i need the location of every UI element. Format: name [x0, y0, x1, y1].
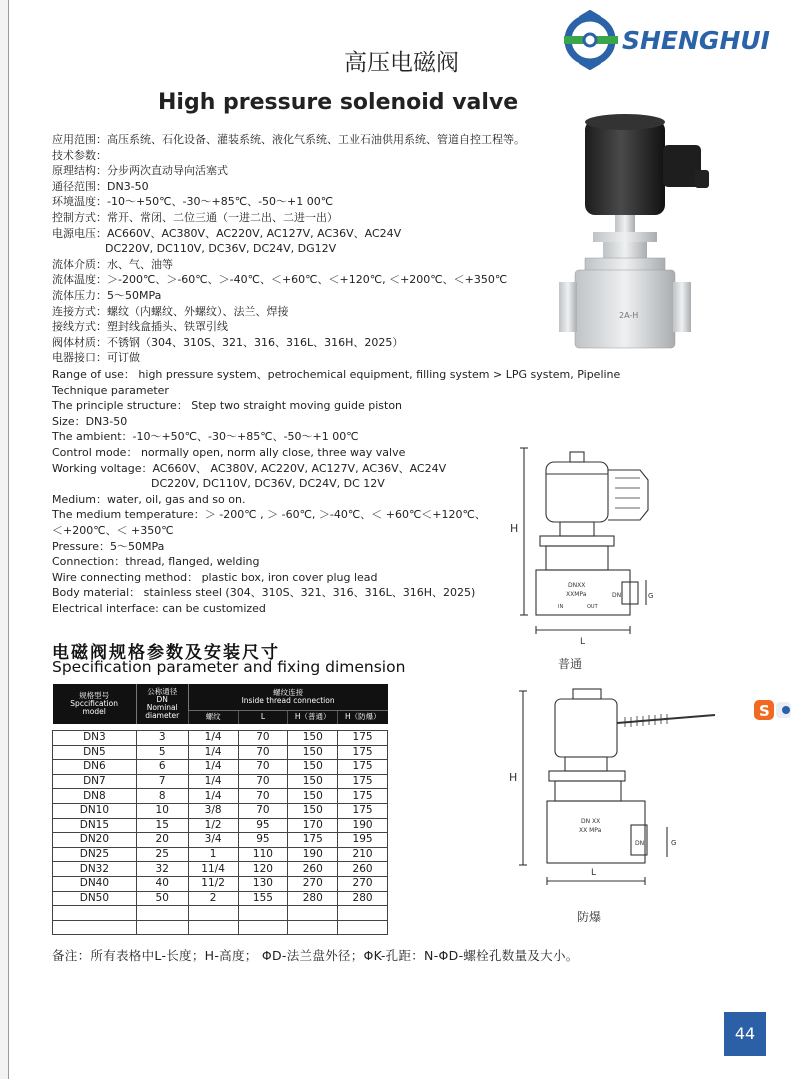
body-text-2: XXMPa — [566, 591, 587, 598]
table-cell: 150 — [288, 745, 338, 760]
body-text-1: DN XX — [581, 818, 601, 825]
in-label: IN — [558, 604, 564, 610]
dim-dn-label: DN — [635, 840, 645, 847]
table-cell: 5 — [136, 745, 188, 760]
table-subheader: 螺纹 — [188, 710, 238, 724]
table-cell: 50 — [136, 891, 188, 906]
table-cell — [188, 906, 238, 921]
table-cell: 32 — [136, 862, 188, 877]
diagram-normal — [500, 440, 670, 650]
table-cell: 3 — [136, 731, 188, 746]
table-row — [53, 833, 388, 848]
table-cell: 11/2 — [188, 876, 238, 891]
table-cell: 150 — [288, 731, 338, 746]
table-header-model — [53, 684, 137, 724]
table-row — [53, 803, 388, 818]
table-cell: 2 — [188, 891, 238, 906]
table-cell: 110 — [238, 847, 288, 862]
header-text: diameter — [145, 711, 180, 720]
table-cell: 175 — [338, 789, 388, 804]
table-cell — [53, 906, 137, 921]
table-cell: 25 — [136, 847, 188, 862]
spec-line: 环境温度：-10～+50℃、-30～+85℃、-50～+1 00℃ — [52, 195, 334, 209]
spec-line: 控制方式：常开、常闭、二位三通（一进二出、二进一出） — [52, 210, 338, 224]
table-cell: 175 — [338, 760, 388, 775]
table-header-thread — [188, 684, 387, 710]
spec-line: 连接方式：螺纹（内螺纹、外螺纹）、法兰、焊接 — [52, 304, 289, 318]
spec-line: ＜+200℃、＜ +350℃ — [52, 523, 174, 537]
coil-shape — [585, 120, 665, 215]
valve-photo — [545, 110, 725, 370]
table-cell: DN3 — [53, 731, 137, 746]
table-cell: 1/4 — [188, 731, 238, 746]
valve-body — [575, 270, 675, 348]
table-cell: 10 — [136, 803, 188, 818]
header-text: Spccification — [70, 699, 118, 708]
spec-line: The principle structure： Step two straight moving guide piston — [52, 399, 403, 413]
table-cell — [136, 920, 188, 935]
table-cell: 95 — [238, 818, 288, 833]
spec-line: Working voltage：AC660V、 AC380V, AC220V, AC127V, AC36V、AC24V — [52, 461, 447, 475]
table-cell — [288, 920, 338, 935]
spec-line: DC220V, DC110V, DC36V, DC24V, DC 12V — [151, 477, 385, 491]
footnote: 备注：所有表格中L-长度；H-高度； ΦD-法兰盘外径；ΦK-孔距：N-ΦD-螺栓孔数量及大小。 — [52, 948, 579, 963]
table-header-dn — [136, 684, 188, 724]
specs-cn — [52, 132, 525, 366]
spec-line: 阀体材质：不锈钢（304、310S、321、316、316L、316H、2025） — [52, 335, 404, 349]
sogou-icon — [752, 698, 791, 722]
table-cell: 1/2 — [188, 818, 238, 833]
table-row — [53, 891, 388, 906]
spec-line: Medium：water, oil, gas and so on. — [52, 492, 246, 506]
table-subheader: H（防爆） — [338, 710, 388, 724]
page-title-en: High pressure solenoid valve — [158, 90, 519, 115]
spec-table-body — [53, 724, 388, 935]
table-cell: 280 — [288, 891, 338, 906]
table-row — [53, 847, 388, 862]
spec-line: Connection：thread, flanged, welding — [52, 555, 260, 569]
table-cell: 170 — [288, 818, 338, 833]
table-cell — [338, 920, 388, 935]
table-cell: DN6 — [53, 760, 137, 775]
table-cell: DN40 — [53, 876, 137, 891]
table-row-empty — [53, 906, 388, 921]
table-cell: 280 — [338, 891, 388, 906]
table-cell: 260 — [288, 862, 338, 877]
header-text: Nominal — [146, 703, 178, 712]
table-cell — [288, 906, 338, 921]
table-cell: 270 — [288, 876, 338, 891]
photo-mark: 2A-H — [619, 311, 639, 320]
table-subheader: H（普通） — [288, 710, 338, 724]
spec-line: The medium temperature：＞ -200℃ , ＞ -60℃, ＞-40℃、＜ +60℃＜+120℃、 — [52, 508, 486, 522]
table-cell: 3/8 — [188, 803, 238, 818]
table-cell — [238, 920, 288, 935]
table-cell — [136, 906, 188, 921]
spec-line: Wire connecting method： plastic box, iron cover plug lead — [52, 570, 378, 584]
spec-table — [52, 684, 388, 935]
side-badge[interactable] — [752, 698, 791, 722]
table-cell: 190 — [288, 847, 338, 862]
table-row — [53, 818, 388, 833]
table-cell: 70 — [238, 731, 288, 746]
table-cell — [238, 906, 288, 921]
table-cell: 70 — [238, 774, 288, 789]
spec-line: Technique parameter — [52, 383, 169, 397]
table-row — [53, 745, 388, 760]
spec-line: 通径范围：DN3-50 — [52, 179, 149, 193]
table-cell: 8 — [136, 789, 188, 804]
dim-dn-label: DN — [612, 592, 622, 599]
table-cell: 11/4 — [188, 862, 238, 877]
table-cell: DN50 — [53, 891, 137, 906]
table-row — [53, 862, 388, 877]
table-cell: 3/4 — [188, 833, 238, 848]
section-title-en: Specification parameter and fixing dimension — [52, 658, 406, 676]
table-cell: 95 — [238, 833, 288, 848]
table-cell — [188, 920, 238, 935]
diagram-explosion-proof — [505, 685, 730, 900]
table-cell: DN20 — [53, 833, 137, 848]
table-row — [53, 731, 388, 746]
spec-line: 流体介质：水、气、油等 — [52, 257, 173, 271]
table-cell: 70 — [238, 803, 288, 818]
table-subheader: L — [238, 710, 288, 724]
table-cell: 190 — [338, 818, 388, 833]
svg-text:S: S — [759, 702, 770, 720]
dim-g-label: G — [671, 839, 677, 847]
table-cell: 175 — [338, 774, 388, 789]
table-cell: 150 — [288, 803, 338, 818]
dim-h-label: H — [510, 522, 519, 535]
page-number: 44 — [724, 1012, 766, 1056]
spec-line: 电源电压：AC660V、AC380V、AC220V, AC127V, AC36V、AC24V — [52, 226, 402, 240]
table-row — [53, 789, 388, 804]
diagram-explosion-caption: 防爆 — [577, 910, 602, 924]
table-cell: 150 — [288, 789, 338, 804]
table-cell: 150 — [288, 760, 338, 775]
dim-l-label: L — [591, 868, 597, 878]
table-cell: DN32 — [53, 862, 137, 877]
table-cell: DN10 — [53, 803, 137, 818]
dim-g-label: G — [648, 592, 654, 600]
diagram-normal-caption: 普通 — [558, 657, 583, 671]
dim-l-label: L — [580, 637, 586, 647]
spec-line: 流体压力：5～50MPa — [52, 288, 162, 302]
page-edge — [0, 0, 9, 1079]
table-cell: 6 — [136, 760, 188, 775]
spec-line: Body material： stainless steel (304、310S、321、316、316L、316H、2025) — [52, 586, 476, 600]
section-title-cn: 电磁阀规格参数及安装尺寸 — [52, 643, 280, 663]
table-cell: 175 — [338, 803, 388, 818]
spec-line: 原理结构：分步两次直动导向活塞式 — [52, 164, 228, 178]
table-cell: 120 — [238, 862, 288, 877]
table-cell — [53, 920, 137, 935]
table-cell: 70 — [238, 789, 288, 804]
table-row — [53, 876, 388, 891]
table-cell: 175 — [288, 833, 338, 848]
table-cell: 155 — [238, 891, 288, 906]
table-cell: DN25 — [53, 847, 137, 862]
brand-name: SHENGHUI — [622, 26, 770, 55]
spec-line: 应用范围：高压系统、石化设备、灌装系统、液化气系统、工业石油供用系统、管道自控工程等。 — [52, 133, 525, 146]
header-text: Inside thread connection — [241, 695, 335, 705]
spec-line: Pressure：5～50MPa — [52, 539, 165, 553]
table-cell — [338, 906, 388, 921]
table-cell: 70 — [238, 760, 288, 775]
spec-line: Range of use： high pressure system、petrochemical equipment, filling system > LPG system, Pipeline — [52, 368, 621, 381]
body-text-2: XX MPa — [579, 827, 602, 834]
spec-line: 接线方式：塑封线盒插头、铁罩引线 — [52, 320, 228, 334]
spec-line: Size：DN3-50 — [52, 414, 128, 428]
spec-line: The ambient：-10～+50℃、-30～+85℃、-50～+1 00℃ — [52, 430, 359, 444]
table-cell: 20 — [136, 833, 188, 848]
table-cell: 150 — [288, 774, 338, 789]
table-cell: 1/4 — [188, 760, 238, 775]
table-cell: DN5 — [53, 745, 137, 760]
spec-line: DC220V, DC110V, DC36V, DC24V, DG12V — [105, 242, 337, 256]
table-cell: 15 — [136, 818, 188, 833]
table-cell: 1/4 — [188, 789, 238, 804]
table-cell: 260 — [338, 862, 388, 877]
table-cell: 1/4 — [188, 745, 238, 760]
table-cell: 175 — [338, 745, 388, 760]
table-row — [53, 774, 388, 789]
table-cell: 70 — [238, 745, 288, 760]
page-title-cn: 高压电磁阀 — [344, 50, 459, 76]
out-label: OUT — [587, 604, 598, 610]
table-cell: 130 — [238, 876, 288, 891]
header-text: model — [82, 707, 106, 716]
header-text: DN — [156, 695, 168, 704]
header-text: 公称通径 — [147, 687, 178, 696]
spec-line: 流体温度：＞-200℃、＞-60℃、＞-40℃、＜+60℃、＜+120℃, ＜+200℃、＜+350℃ — [52, 273, 508, 287]
table-cell: 40 — [136, 876, 188, 891]
table-cell: 175 — [338, 731, 388, 746]
table-cell: 270 — [338, 876, 388, 891]
table-cell: 7 — [136, 774, 188, 789]
table-cell: 1/4 — [188, 774, 238, 789]
table-row — [53, 760, 388, 775]
spec-line: 技术参数： — [52, 148, 107, 162]
spec-line: 电器接口：可订做 — [52, 351, 140, 365]
table-cell: DN8 — [53, 789, 137, 804]
table-cell: 1 — [188, 847, 238, 862]
table-row-empty — [53, 920, 388, 935]
header-text: 螺纹连接 — [273, 687, 304, 697]
table-cell: 210 — [338, 847, 388, 862]
header-text: 规格型号 — [79, 691, 110, 700]
table-cell: DN15 — [53, 818, 137, 833]
body-text-1: DNXX — [568, 582, 586, 589]
spec-line: Electrical interface: can be customized — [52, 601, 266, 615]
table-cell: 195 — [338, 833, 388, 848]
spec-line: Control mode： normally open, norm ally close, three way valve — [52, 445, 406, 459]
table-cell: DN7 — [53, 774, 137, 789]
dim-h-label: H — [509, 771, 518, 784]
